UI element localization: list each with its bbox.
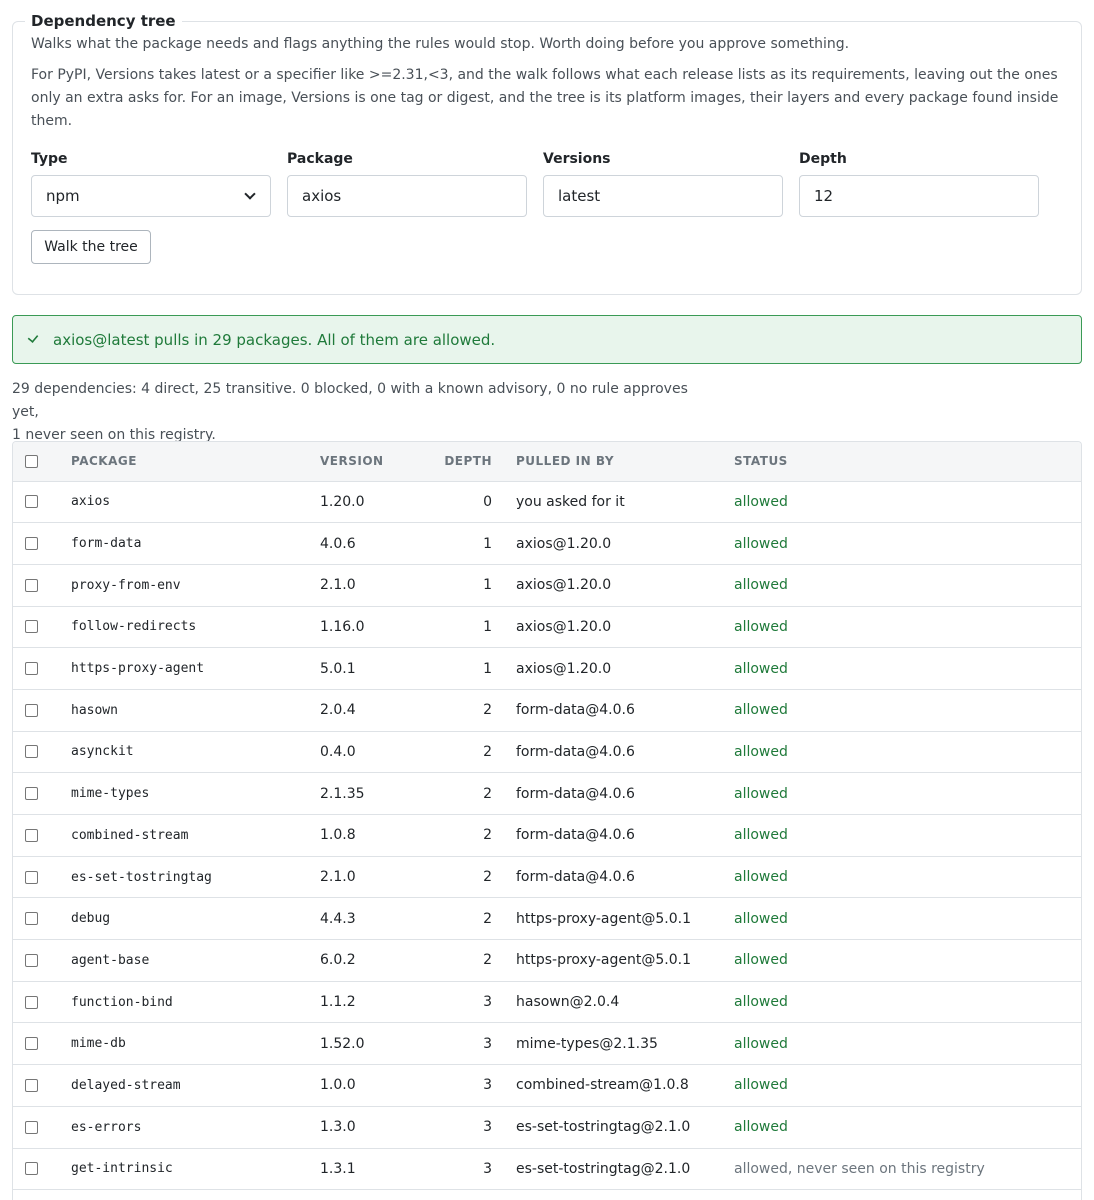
package-input[interactable]	[287, 175, 527, 217]
header-pulled-in-by[interactable]: PULLED IN BY	[492, 442, 734, 481]
row-select-cell	[13, 481, 53, 523]
dependency-tree-panel	[12, 12, 1082, 295]
status-cell: allowed, never seen on this registry	[734, 1148, 1081, 1190]
panel-help-text: For PyPI, Versions takes latest or a specifier like >=2.31,<3, and the walk follows what each release lists as its requirements, leaving out the ones only an extra asks for. For an image, Versions is one tag or digest, and the tree is its platform images, their layers and every package found inside them.	[31, 67, 1059, 129]
row-select-cell	[13, 564, 53, 606]
depth-cell: 3	[412, 1148, 492, 1190]
pulled-in-by-cell: es-set-tostringtag@2.1.0	[492, 1148, 734, 1190]
versions-input[interactable]	[543, 175, 783, 217]
pulled-in-by-cell: form-data@4.0.6	[492, 815, 734, 857]
package-name-cell: agent-base	[53, 940, 320, 982]
table-row	[13, 856, 1081, 898]
pulled-in-by-cell: axios@1.20.0	[492, 523, 734, 565]
row-select-cell	[13, 1065, 53, 1107]
row-checkbox[interactable]	[25, 662, 38, 675]
package-input-value: axios	[302, 187, 342, 205]
versions-label: Versions	[543, 151, 611, 167]
version-cell: 1.3.0	[320, 1106, 412, 1148]
table-row	[13, 481, 1081, 523]
package-name-cell: asynckit	[53, 731, 320, 773]
table-row	[13, 564, 1081, 606]
depth-cell: 3	[412, 981, 492, 1023]
pulled-in-by-cell: hasown@2.0.4	[492, 981, 734, 1023]
version-cell: 2.1.0	[320, 564, 412, 606]
table-row	[13, 606, 1081, 648]
panel-legend: Dependency tree	[31, 12, 176, 30]
version-cell: 1.16.0	[320, 606, 412, 648]
package-name-cell: proxy-from-env	[53, 564, 320, 606]
pulled-in-by-cell: form-data@4.0.6	[492, 731, 734, 773]
row-select-cell	[13, 689, 53, 731]
version-cell: 2.1.0	[320, 856, 412, 898]
package-name-cell: es-set-tostringtag	[53, 856, 320, 898]
walk-form	[31, 151, 1063, 217]
pulled-in-by-cell: axios@1.20.0	[492, 564, 734, 606]
header-status[interactable]: STATUS	[734, 442, 1081, 481]
row-checkbox[interactable]	[25, 787, 38, 800]
table-row	[13, 773, 1081, 815]
pulled-in-by-cell: form-data@4.0.6	[492, 689, 734, 731]
row-checkbox[interactable]	[25, 704, 38, 717]
package-name-cell: debug	[53, 898, 320, 940]
status-cell: allowed	[734, 481, 1081, 523]
header-version[interactable]: VERSION	[320, 442, 412, 481]
depth-cell: 2	[412, 856, 492, 898]
row-select-cell	[13, 773, 53, 815]
select-all-cell	[13, 442, 53, 481]
depth-field	[799, 151, 1039, 217]
package-name-cell: get-intrinsic	[53, 1148, 320, 1190]
header-package[interactable]: PACKAGE	[53, 442, 320, 481]
status-cell: allowed	[734, 731, 1081, 773]
header-depth[interactable]: DEPTH	[412, 442, 492, 481]
summary-line-2: 1 never seen on this registry.	[12, 427, 216, 443]
depth-cell: 2	[412, 940, 492, 982]
row-checkbox[interactable]	[25, 1079, 38, 1092]
package-name-cell: combined-stream	[53, 815, 320, 857]
pulled-in-by-cell: form-data@4.0.6	[492, 773, 734, 815]
row-select-cell	[13, 856, 53, 898]
status-cell: allowed	[734, 1106, 1081, 1148]
depth-cell: 2	[412, 773, 492, 815]
row-checkbox[interactable]	[25, 579, 38, 592]
pulled-in-by-cell: axios@1.20.0	[492, 606, 734, 648]
row-select-cell	[13, 1106, 53, 1148]
status-cell: allowed	[734, 981, 1081, 1023]
status-cell: allowed	[734, 773, 1081, 815]
version-cell: 1.0.0	[320, 1065, 412, 1107]
package-name-cell: axios	[53, 481, 320, 523]
status-cell: allowed	[734, 1023, 1081, 1065]
package-label: Package	[287, 151, 353, 167]
row-select-cell	[13, 1023, 53, 1065]
depth-input[interactable]	[799, 175, 1039, 217]
row-checkbox[interactable]	[25, 996, 38, 1009]
dependency-table	[13, 442, 1081, 1190]
package-name-cell: mime-types	[53, 773, 320, 815]
package-name-cell: form-data	[53, 523, 320, 565]
version-cell: 1.0.8	[320, 815, 412, 857]
pulled-in-by-cell: mime-types@2.1.35	[492, 1023, 734, 1065]
dependency-summary	[12, 378, 712, 447]
row-select-cell	[13, 1148, 53, 1190]
depth-cell: 2	[412, 689, 492, 731]
row-select-cell	[13, 981, 53, 1023]
table-row	[13, 1023, 1081, 1065]
table-row	[13, 731, 1081, 773]
version-cell: 1.52.0	[320, 1023, 412, 1065]
status-cell: allowed	[734, 606, 1081, 648]
row-checkbox[interactable]	[25, 912, 38, 925]
row-select-cell	[13, 940, 53, 982]
depth-label: Depth	[799, 151, 847, 167]
depth-cell: 2	[412, 731, 492, 773]
type-select[interactable]	[31, 175, 271, 217]
pulled-in-by-cell: combined-stream@1.0.8	[492, 1065, 734, 1107]
depth-cell: 3	[412, 1106, 492, 1148]
table-row	[13, 648, 1081, 690]
check-icon	[28, 332, 39, 343]
pulled-in-by-cell: https-proxy-agent@5.0.1	[492, 898, 734, 940]
versions-field	[543, 151, 783, 217]
version-cell: 4.0.6	[320, 523, 412, 565]
package-name-cell: follow-redirects	[53, 606, 320, 648]
version-cell: 5.0.1	[320, 648, 412, 690]
result-alert-text: axios@latest pulls in 29 packages. All of them are allowed.	[53, 330, 496, 349]
depth-cell: 0	[412, 481, 492, 523]
status-cell: allowed	[734, 815, 1081, 857]
package-name-cell: function-bind	[53, 981, 320, 1023]
type-label: Type	[31, 151, 68, 167]
status-cell: allowed	[734, 648, 1081, 690]
status-cell: allowed	[734, 940, 1081, 982]
package-field	[287, 151, 527, 217]
table-row	[13, 689, 1081, 731]
depth-cell: 3	[412, 1023, 492, 1065]
walk-tree-button[interactable]: Walk the tree	[31, 230, 151, 264]
version-cell: 1.1.2	[320, 981, 412, 1023]
status-cell: allowed	[734, 856, 1081, 898]
pulled-in-by-cell: axios@1.20.0	[492, 648, 734, 690]
depth-cell: 3	[412, 1065, 492, 1107]
row-checkbox[interactable]	[25, 495, 38, 508]
depth-cell: 1	[412, 606, 492, 648]
version-cell: 2.0.4	[320, 689, 412, 731]
status-cell: allowed	[734, 898, 1081, 940]
versions-input-value: latest	[558, 187, 601, 205]
row-checkbox[interactable]	[25, 1037, 38, 1050]
row-checkbox[interactable]	[25, 1121, 38, 1134]
pulled-in-by-cell: you asked for it	[492, 481, 734, 523]
table-row	[13, 940, 1081, 982]
chevron-down-icon	[244, 190, 256, 202]
package-name-cell: es-errors	[53, 1106, 320, 1148]
type-select-value: npm	[46, 187, 80, 205]
table-row	[13, 1106, 1081, 1148]
depth-cell: 2	[412, 815, 492, 857]
row-checkbox[interactable]	[25, 871, 38, 884]
version-cell: 4.4.3	[320, 898, 412, 940]
row-select-cell	[13, 898, 53, 940]
row-select-cell	[13, 648, 53, 690]
package-name-cell: hasown	[53, 689, 320, 731]
panel-intro: Walks what the package needs and flags anything the rules would stop. Worth doing before you approve something.	[31, 36, 850, 52]
version-cell: 1.3.1	[320, 1148, 412, 1190]
row-select-cell	[13, 606, 53, 648]
row-select-cell	[13, 815, 53, 857]
row-select-cell	[13, 523, 53, 565]
version-cell: 1.20.0	[320, 481, 412, 523]
row-checkbox[interactable]	[25, 954, 38, 967]
result-alert	[12, 315, 1082, 364]
depth-cell: 1	[412, 523, 492, 565]
pulled-in-by-cell: https-proxy-agent@5.0.1	[492, 940, 734, 982]
select-all-checkbox[interactable]	[25, 455, 38, 468]
status-cell: allowed	[734, 689, 1081, 731]
row-checkbox[interactable]	[25, 745, 38, 758]
package-name-cell: delayed-stream	[53, 1065, 320, 1107]
pulled-in-by-cell: es-set-tostringtag@2.1.0	[492, 1106, 734, 1148]
table-row	[13, 1065, 1081, 1107]
package-name-cell: mime-db	[53, 1023, 320, 1065]
table-header-row	[13, 442, 1081, 481]
package-name-cell: https-proxy-agent	[53, 648, 320, 690]
pulled-in-by-cell: form-data@4.0.6	[492, 856, 734, 898]
depth-input-value: 12	[814, 187, 834, 205]
type-field	[31, 151, 271, 217]
table-row	[13, 1148, 1081, 1190]
row-checkbox[interactable]	[25, 537, 38, 550]
status-cell: allowed	[734, 1065, 1081, 1107]
status-cell: allowed	[734, 564, 1081, 606]
table-row	[13, 898, 1081, 940]
table-body	[13, 481, 1081, 1190]
table-row	[13, 815, 1081, 857]
table-row	[13, 981, 1081, 1023]
version-cell: 0.4.0	[320, 731, 412, 773]
depth-cell: 1	[412, 564, 492, 606]
depth-cell: 2	[412, 898, 492, 940]
depth-cell: 1	[412, 648, 492, 690]
row-checkbox[interactable]	[25, 829, 38, 842]
status-cell: allowed	[734, 523, 1081, 565]
dependency-table-wrap	[12, 441, 1082, 1200]
row-checkbox[interactable]	[25, 620, 38, 633]
version-cell: 2.1.35	[320, 773, 412, 815]
summary-line-1: 29 dependencies: 4 direct, 25 transitive. 0 blocked, 0 with a known advisory, 0 no rule approves yet,	[12, 381, 688, 420]
version-cell: 6.0.2	[320, 940, 412, 982]
row-select-cell	[13, 731, 53, 773]
row-checkbox[interactable]	[25, 1162, 38, 1175]
table-row	[13, 523, 1081, 565]
